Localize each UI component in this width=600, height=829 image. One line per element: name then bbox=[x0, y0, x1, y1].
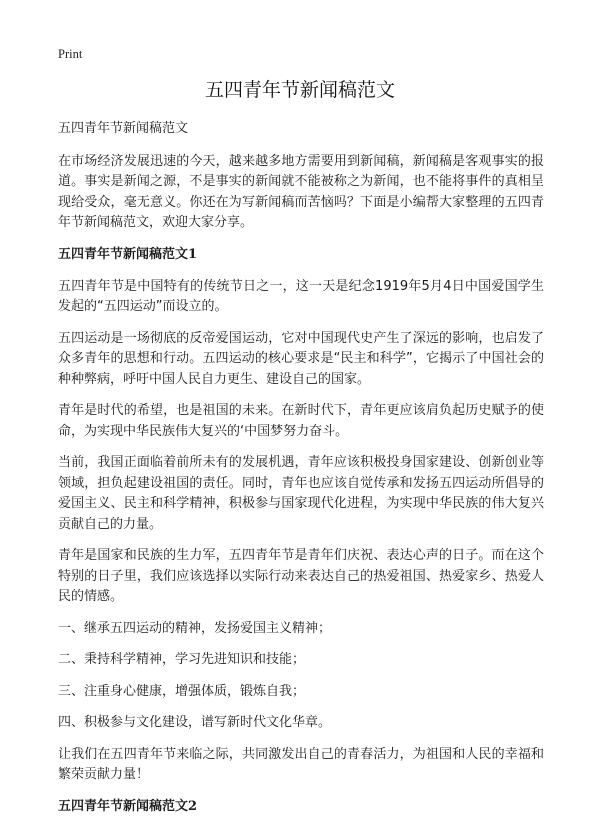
page-title: 五四青年节新闻稿范文 bbox=[204, 79, 395, 101]
list-item-1: 一、继承五四运动的精神，发扬爱国主义精神； bbox=[58, 620, 332, 636]
section-heading-1: 五四青年节新闻稿范文1 bbox=[58, 246, 198, 262]
section-heading-2: 五四青年节新闻稿范文2 bbox=[58, 798, 198, 814]
section1-paragraph-1: 五四青年节是中国特有的传统节日之一，这一天是纪念1919年5月4日中国爱国学生发起的“五四运动”而设立的。 bbox=[58, 278, 544, 314]
section1-paragraph-3: 青年是时代的希望，也是祖国的未来。在新时代下，青年更应该肩负起历史赋予的使命，为实现中华民族伟大复兴的‘中国梦努力奋斗。 bbox=[58, 403, 544, 439]
article-body bbox=[58, 119, 544, 829]
list-item-3: 三、注重身心健康，增强体质，锻炼自我； bbox=[58, 683, 306, 699]
list-item-4: 四、积极参与文化建设，谱写新时代文化华章。 bbox=[58, 715, 332, 730]
section1-closing: 让我们在五四青年节来临之际，共同激发出自己的青春活力，为祖国和人民的幸福和繁荣贡献力量！ bbox=[58, 746, 544, 782]
section1-paragraph-2: 五四运动是一场彻底的反帝爱国运动，它对中国现代史产生了深远的影响，也启发了众多青年的思想和行动。五四运动的核心要求是“民主和科学”，它揭示了中国社会的种种弊病，呼吁中国人民自力更生、建设自己的国家。 bbox=[58, 330, 544, 387]
section1-paragraph-4: 当前，我国正面临着前所未有的发展机遇，青年应该积极投身国家建设、创新创业等领域，担负起建设祖国的责任。同时，青年也应该自觉传承和发扬五四运动所倡导的爱国主义、民主和科学精神，积极参与国家现代化进程，为实现中华民族的伟大复兴贡献自己的力量。 bbox=[58, 455, 544, 532]
intro-paragraph: 在市场经济发展迅速的今天，越来越多地方需要用到新闻稿，新闻稿是客观事实的报道。事实是新闻之源，不是事实的新闻就不能被称之为新闻，也不能将事件的真相呈现给受众，毫无意义。你还在为写新闻稿而苦恼吗？下面是小编帮大家整理的五四青年节新闻稿范文，欢迎大家分享。 bbox=[58, 153, 544, 230]
article-subtitle: 五四青年节新闻稿范文 bbox=[58, 121, 189, 136]
print-link[interactable]: Print bbox=[58, 47, 83, 61]
section1-paragraph-5: 青年是国家和民族的生力军，五四青年节是青年们庆祝、表达心声的日子。而在这个特别的日子里，我们应该选择以实际行动来表达自己的热爱祖国、热爱家乡、热爱人民的情感。 bbox=[58, 548, 544, 604]
list-item-2: 二、秉持科学精神，学习先进知识和技能； bbox=[58, 652, 306, 667]
